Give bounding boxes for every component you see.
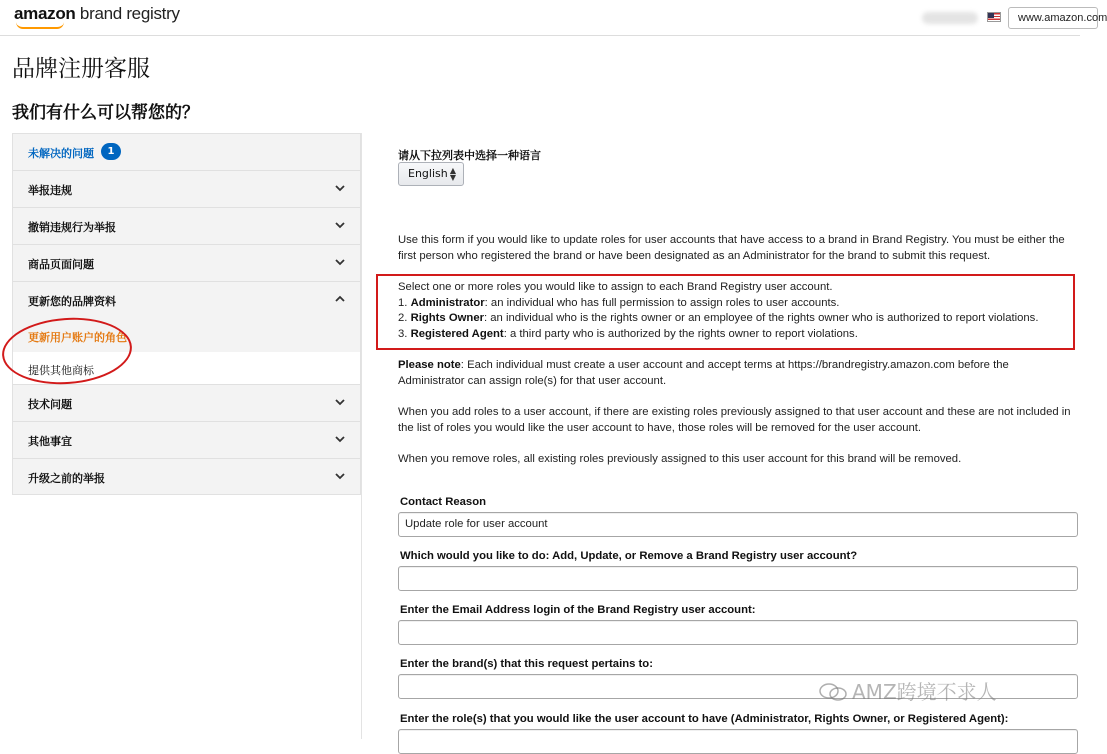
us-flag-icon[interactable] — [987, 12, 1001, 22]
email-label: Enter the Email Address login of the Brand Registry user account: — [400, 604, 756, 616]
contact-reason-label: Contact Reason — [400, 496, 486, 508]
sidebar-item-label: 未解决的问题 — [28, 147, 94, 160]
sidebar-subitem-other-trademarks[interactable] — [13, 352, 360, 385]
sidebar-item-label: 更新您的品牌资料 — [28, 295, 116, 308]
sidebar-item-update-brand-profile[interactable] — [13, 282, 360, 319]
page-subtitle: 我们有什么可以帮您的？ — [12, 103, 199, 123]
sidebar-item-product-page-issues[interactable] — [13, 245, 360, 282]
sidebar-item-label: 撤销违规行为举报 — [28, 221, 116, 234]
action-type-label: Which would you like to do: Add, Update, or Remove a Brand Registry user account? — [400, 550, 858, 562]
select-arrows-icon: ▲ ▼ — [449, 166, 456, 182]
roles-field[interactable] — [398, 729, 1078, 754]
roles-field-label: Enter the role(s) that you would like the user account to have (Administrator, Rights Owner, or Registered Agent): — [400, 713, 1009, 725]
form-intro-text: Use this form if you would like to update roles for user accounts that have access to a brand in Brand Registry. You must be either the first person who registered the brand or have been designated as an Administrator for the brand to submit this request. — [398, 234, 1065, 262]
sidebar-item-other-matters[interactable] — [13, 422, 360, 459]
chevron-down-icon — [334, 182, 346, 194]
roles-description — [398, 280, 1074, 342]
roles-intro-text: Select one or more roles you would like to assign to each Brand Registry user account. — [398, 281, 833, 293]
chevron-up-icon — [334, 293, 346, 305]
role-line-rights-owner: 2. Rights Owner: an individual who is the rights owner or an employee of the rights owner who is authorized to report violations. — [398, 312, 1039, 325]
brands-label: Enter the brand(s) that this request pertains to: — [400, 658, 653, 670]
please-note-text: Please note: Each individual must create a user account and accept terms at https://brandregistry.amazon.com before the Administrator can assign role(s) for that user account. — [398, 359, 1009, 387]
sidebar-item-open-cases[interactable] — [13, 134, 360, 171]
contact-reason-field[interactable]: Update role for user account — [398, 512, 1078, 537]
language-select[interactable] — [398, 162, 464, 186]
sidebar-item-retract-report[interactable] — [13, 208, 360, 245]
sidebar-item-label: 技术问题 — [28, 398, 72, 411]
language-select-value: English — [408, 167, 448, 180]
role-line-administrator: 1. Administrator: an individual who has full permission to assign roles to user accounts. — [398, 296, 840, 309]
action-type-field[interactable] — [398, 566, 1078, 591]
amazon-smile-icon — [16, 22, 64, 29]
email-field[interactable] — [398, 620, 1078, 645]
wechat-icon — [818, 682, 848, 702]
sidebar-item-label: 升级之前的举报 — [28, 472, 105, 485]
add-roles-text: When you add roles to a user account, if there are existing roles previously assigned to that user account and these are not included in the list of roles you would like the user account to have, those roles will be removed for the user account. — [398, 406, 1071, 434]
blurred-username — [922, 12, 978, 24]
column-divider — [361, 133, 362, 739]
language-select-label: 请从下拉列表中选择一种语言 — [398, 149, 541, 162]
sidebar-item-label: 商品页面问题 — [28, 258, 94, 271]
chevron-down-icon — [334, 219, 346, 231]
chevron-down-icon — [334, 433, 346, 445]
logo-brand-text: brand registry — [75, 4, 180, 23]
remove-roles-text: When you remove roles, all existing roles previously assigned to this user account for this brand will be removed. — [398, 453, 962, 465]
marketplace-selector[interactable]: www.amazon.com — [1008, 7, 1098, 29]
sidebar-item-label: 提供其他商标 — [28, 364, 94, 377]
chevron-down-icon — [334, 256, 346, 268]
sidebar-item-label: 举报违规 — [28, 184, 72, 197]
top-bar — [0, 0, 1107, 36]
chevron-down-icon — [334, 470, 346, 482]
chevron-down-icon — [334, 396, 346, 408]
sidebar-item-escalate-report[interactable] — [13, 459, 360, 496]
open-cases-count-badge: 1 — [101, 143, 121, 160]
watermark — [818, 676, 997, 705]
role-line-registered-agent: 3. Registered Agent: a third party who is authorized by the rights owner to report violations. — [398, 327, 858, 340]
sidebar-item-technical-issues[interactable] — [13, 385, 360, 422]
brand-registry-logo[interactable] — [14, 4, 180, 24]
page-title: 品牌注册客服 — [12, 56, 150, 82]
sidebar-subitem-update-user-roles[interactable] — [13, 319, 360, 352]
logo-amazon-text: amazon — [14, 4, 76, 23]
sidebar-nav — [12, 133, 361, 495]
sidebar-item-label: 更新用户账户的角色 — [28, 331, 127, 344]
sidebar-item-label: 其他事宜 — [28, 435, 72, 448]
watermark-text: AMZ跨境不求人 — [852, 680, 997, 704]
sidebar-item-report-violation[interactable] — [13, 171, 360, 208]
